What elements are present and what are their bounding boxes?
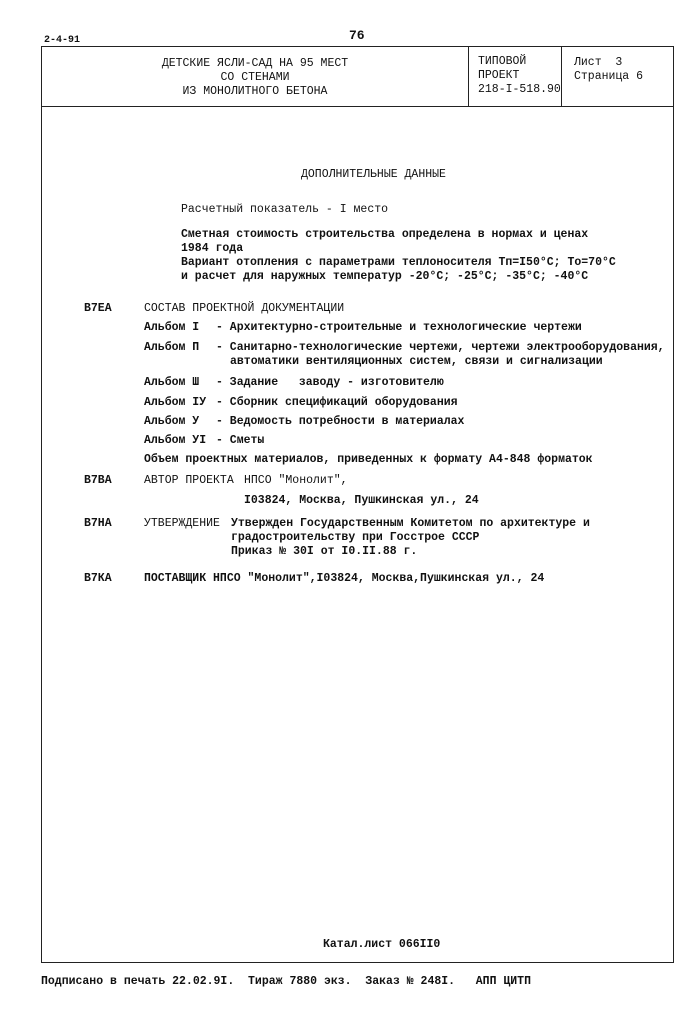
album-5-text: - Ведомость потребности в материалах: [216, 415, 465, 428]
author-code: В7ВА: [84, 474, 112, 487]
album-1-label: Альбом I: [144, 321, 200, 334]
print-footer: Подписано в печать 22.02.9I. Тираж 7880 экз. Заказ № 248I. АПП ЦИТП: [41, 975, 531, 988]
album-4-label: Альбом IУ: [144, 396, 207, 409]
heating-line-1: Вариант отопления с параметрами теплоносителя Тп=I50°С; То=70°С: [181, 256, 616, 269]
approval-code: В7НА: [84, 517, 112, 530]
album-3-text: - Задание заводу - изготовителю: [216, 376, 444, 389]
title-block-vline-1: [468, 46, 469, 107]
album-1-text: - Архитектурно-строительные и технологические чертежи: [216, 321, 582, 334]
cost-line-2: 1984 года: [181, 242, 244, 255]
author-address: I03824, Москва, Пушкинская ул., 24: [244, 494, 479, 507]
title-line-1: ДЕТСКИЕ ЯСЛИ-САД НА 95 МЕСТ: [161, 57, 349, 70]
title-block-project: [478, 55, 561, 97]
composition-code: В7ЕА: [84, 302, 112, 315]
cost-line-1: Сметная стоимость строительства определена в нормах и ценах: [181, 228, 589, 241]
title-block-vline-2: [561, 46, 562, 107]
volume-line: Объем проектных материалов, приведенных к формату А4-848 форматок: [144, 453, 593, 466]
project-line-1: ТИПОВОЙ: [478, 55, 527, 68]
title-line-2: СО СТЕНАМИ: [220, 71, 290, 84]
title-block-sheet: [574, 56, 643, 84]
title-block-name: [42, 57, 468, 99]
project-line-2: ПРОЕКТ: [478, 69, 520, 82]
album-5-label: Альбом У: [144, 415, 200, 428]
top-left-code: 2-4-91: [44, 35, 81, 46]
album-6-label: Альбом УI: [144, 434, 207, 447]
approval-line-1: Утвержден Государственным Комитетом по архитектуре и: [231, 517, 590, 530]
title-line-3: ИЗ МОНОЛИТНОГО БЕТОНА: [182, 85, 328, 98]
heating-line-2: и расчет для наружных температур -20°С; -25°С; -35°С; -40°С: [181, 270, 589, 283]
album-6-text: - Сметы: [216, 434, 265, 447]
sheet-line-2: Страница 6: [574, 70, 644, 83]
catalog-sheet: Катал.лист 066II0: [323, 938, 441, 951]
author-org: НПСО "Монолит",: [244, 474, 348, 487]
section-title: ДОПОЛНИТЕЛЬНЫЕ ДАННЫЕ: [301, 168, 446, 181]
album-3-label: Альбом Ш: [144, 376, 200, 389]
composition-heading: СОСТАВ ПРОЕКТНОЙ ДОКУМЕНТАЦИИ: [144, 302, 345, 315]
album-2-text-2: автоматики вентиляционных систем, связи и сигнализации: [230, 355, 603, 368]
supplier-text: ПОСТАВЩИК НПСО "Монолит",I03824, Москва,Пушкинская ул., 24: [144, 572, 545, 585]
approval-line-2: градостроительству при Госстрое СССР: [231, 531, 480, 544]
album-2-label: Альбом П: [144, 341, 200, 354]
album-2-text-1: - Санитарно-технологические чертежи, чертежи электрооборудования,: [216, 341, 665, 354]
sheet-line-1: Лист 3: [574, 56, 623, 69]
approval-label: УТВЕРЖДЕНИЕ: [144, 517, 220, 530]
project-line-3: 218-I-518.90: [478, 83, 561, 96]
page-number: 76: [349, 28, 365, 43]
title-block-divider: [41, 106, 674, 107]
author-label: АВТОР ПРОЕКТА: [144, 474, 234, 487]
approval-line-3: Приказ № 30I от I0.II.88 г.: [231, 545, 418, 558]
album-4-text: - Сборник спецификаций оборудования: [216, 396, 458, 409]
supplier-code: В7КА: [84, 572, 112, 585]
indicator-text: Расчетный показатель - I место: [181, 203, 389, 216]
